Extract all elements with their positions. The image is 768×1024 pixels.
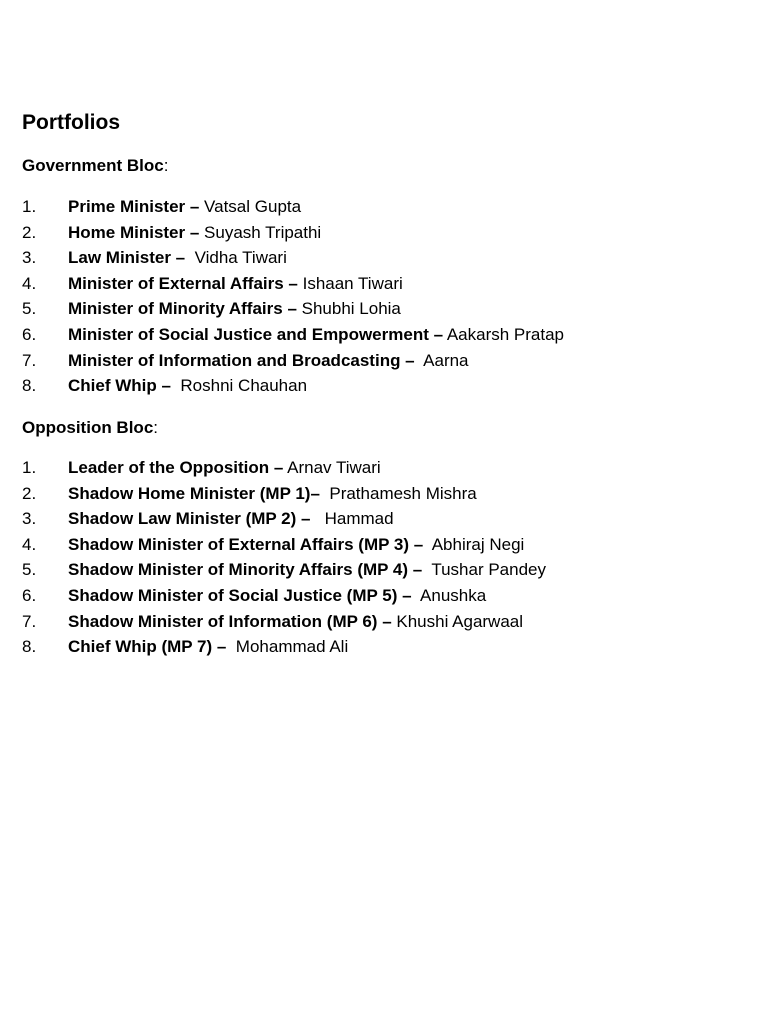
portfolio-role: Minister of Social Justice and Empowerment – — [68, 324, 444, 344]
opposition-bloc-heading — [22, 417, 158, 439]
list-number: 3. — [22, 509, 37, 529]
list-entry — [68, 611, 523, 633]
member-name: Shubhi Lohia — [296, 299, 401, 319]
portfolio-role: Minister of External Affairs – — [68, 273, 298, 293]
member-name: Khushi Agarwaal — [391, 611, 524, 631]
list-number: 4. — [22, 534, 37, 554]
list-entry — [68, 324, 564, 346]
portfolio-role: Shadow Home Minister (MP 1)– — [68, 483, 320, 503]
list-entry — [68, 534, 524, 556]
member-name: Anushka — [411, 585, 487, 605]
portfolio-role: Chief Whip – — [68, 376, 171, 396]
page-title: Portfolios — [22, 111, 120, 134]
government-bloc-heading-colon: : — [163, 156, 169, 175]
list-number: 7. — [22, 350, 37, 370]
list-entry — [68, 350, 469, 372]
portfolio-role: Shadow Law Minister (MP 2) – — [68, 509, 311, 529]
list-entry — [68, 585, 486, 607]
member-name: Arnav Tiwari — [283, 458, 381, 477]
member-name: Hammad — [310, 509, 394, 529]
member-name: Vidha Tiwari — [185, 248, 287, 268]
portfolio-role: Minister of Information and Broadcasting – — [68, 350, 415, 370]
list-number: 6. — [22, 585, 37, 605]
member-name: Vatsal Gupta — [199, 197, 302, 216]
member-name: Roshni Chauhan — [170, 376, 308, 396]
member-name: Aarna — [414, 350, 469, 370]
list-entry — [68, 483, 477, 505]
list-number: 4. — [22, 273, 37, 293]
list-number: 2. — [22, 483, 37, 503]
list-number: 1. — [22, 458, 37, 477]
member-name: Aakarsh Pratap — [443, 324, 565, 344]
list-entry — [68, 457, 381, 479]
list-number: 2. — [22, 222, 37, 242]
member-name: Suyash Tripathi — [199, 222, 322, 242]
portfolio-role: Leader of the Opposition – — [68, 458, 284, 477]
list-number: 1. — [22, 197, 37, 216]
government-bloc-heading — [22, 155, 168, 177]
list-number: 5. — [22, 560, 37, 580]
opposition-bloc-heading-colon: : — [153, 418, 159, 437]
member-name: Ishaan Tiwari — [297, 273, 403, 293]
list-entry — [68, 273, 403, 295]
portfolio-role: Home Minister – — [68, 222, 200, 242]
list-number: 8. — [22, 376, 37, 396]
portfolio-role: Shadow Minister of Social Justice (MP 5) – — [68, 585, 412, 605]
list-number: 7. — [22, 611, 37, 631]
list-number: 6. — [22, 324, 37, 344]
portfolio-role: Law Minister – — [68, 248, 186, 268]
opposition-bloc-heading-label: Opposition Bloc — [22, 418, 154, 437]
member-name: Mohammad Ali — [226, 637, 349, 657]
list-entry — [68, 247, 287, 269]
government-bloc-heading-label: Government Bloc — [22, 156, 164, 175]
portfolio-role: Chief Whip (MP 7) – — [68, 637, 227, 657]
portfolio-role: Shadow Minister of External Affairs (MP 3) – — [68, 534, 424, 554]
portfolio-role: Minister of Minority Affairs – — [68, 299, 297, 319]
portfolio-role: Shadow Minister of Minority Affairs (MP 4) – — [68, 560, 423, 580]
member-name: Prathamesh Mishra — [319, 483, 477, 503]
list-number: 3. — [22, 248, 37, 268]
member-name: Abhiraj Negi — [423, 534, 525, 554]
list-entry — [68, 196, 301, 218]
list-number: 5. — [22, 299, 37, 319]
list-entry — [68, 559, 546, 581]
portfolio-role: Prime Minister – — [68, 197, 200, 216]
list-entry — [68, 508, 394, 530]
member-name: Tushar Pandey — [422, 560, 547, 580]
list-entry — [68, 375, 307, 397]
portfolio-role: Shadow Minister of Information (MP 6) – — [68, 611, 392, 631]
list-entry — [68, 222, 321, 244]
list-entry — [68, 636, 348, 658]
list-number: 8. — [22, 637, 37, 657]
list-entry — [68, 298, 401, 320]
